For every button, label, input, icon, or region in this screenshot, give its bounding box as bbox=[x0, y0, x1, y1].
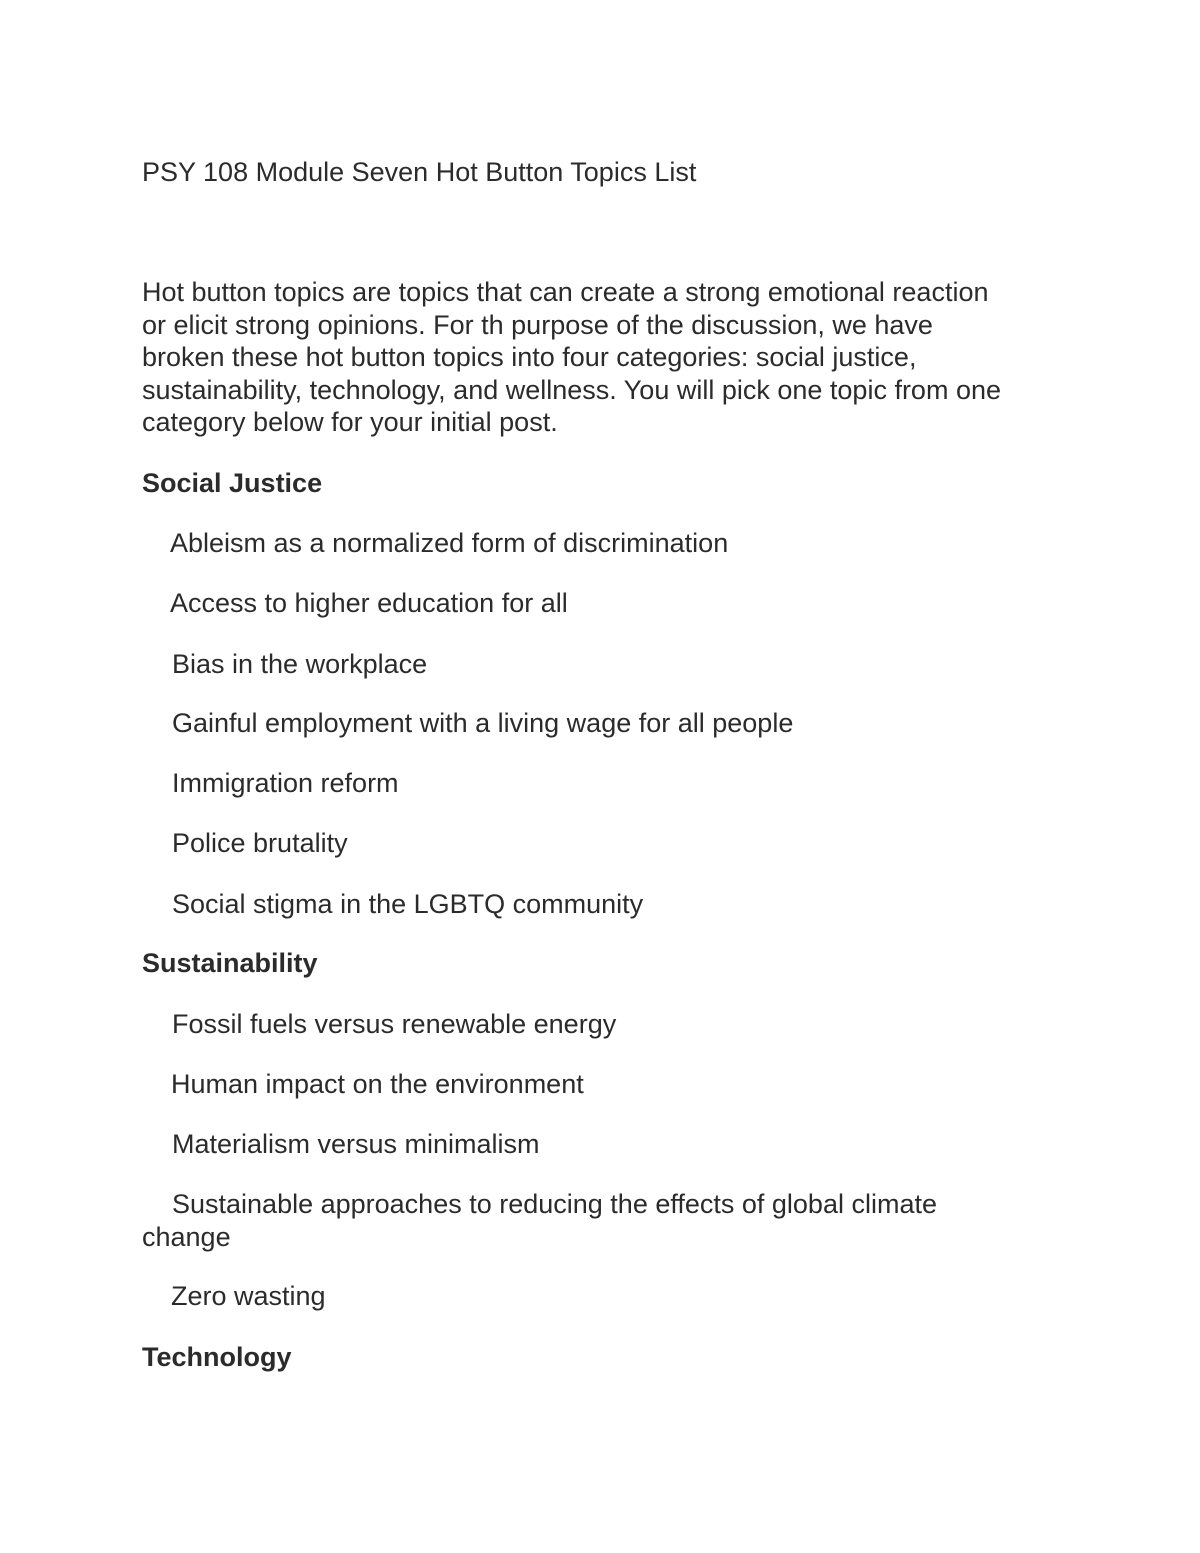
topic-item: Immigration reform bbox=[172, 768, 399, 798]
intro-line: Hot button topics are topics that can create a strong emotional reaction bbox=[142, 277, 989, 307]
intro-line: sustainability, technology, and wellness. You will pick one topic from one bbox=[142, 374, 1001, 405]
topic-item: Fossil fuels versus renewable energy bbox=[172, 1009, 617, 1039]
intro-paragraph bbox=[142, 276, 1062, 439]
topic-item-continuation: change bbox=[142, 1222, 231, 1252]
section-heading-social-justice: Social Justice bbox=[142, 468, 323, 498]
intro-line: or elicit strong opinions. For th purpose of the discussion, we have bbox=[142, 309, 933, 340]
topic-item: Gainful employment with a living wage for all people bbox=[172, 708, 794, 738]
section-heading-sustainability: Sustainability bbox=[142, 948, 318, 978]
topic-item: Police brutality bbox=[172, 828, 348, 858]
topic-item: Human impact on the environment bbox=[171, 1069, 584, 1099]
topic-item: Ableism as a normalized form of discrimination bbox=[170, 528, 729, 558]
topic-item: Access to higher education for all bbox=[170, 588, 568, 618]
topic-item: Bias in the workplace bbox=[172, 649, 428, 679]
section-heading-technology: Technology bbox=[142, 1342, 292, 1372]
intro-line: category below for your initial post. bbox=[142, 407, 558, 437]
topic-item: Materialism versus minimalism bbox=[172, 1129, 540, 1159]
topic-item: Social stigma in the LGBTQ community bbox=[172, 889, 644, 919]
document-title: PSY 108 Module Seven Hot Button Topics List bbox=[142, 157, 697, 187]
topic-item: Sustainable approaches to reducing the effects of global climate bbox=[172, 1189, 937, 1219]
topic-item: Zero wasting bbox=[171, 1281, 326, 1311]
intro-line: broken these hot button topics into four categories: social justice, bbox=[142, 342, 917, 372]
